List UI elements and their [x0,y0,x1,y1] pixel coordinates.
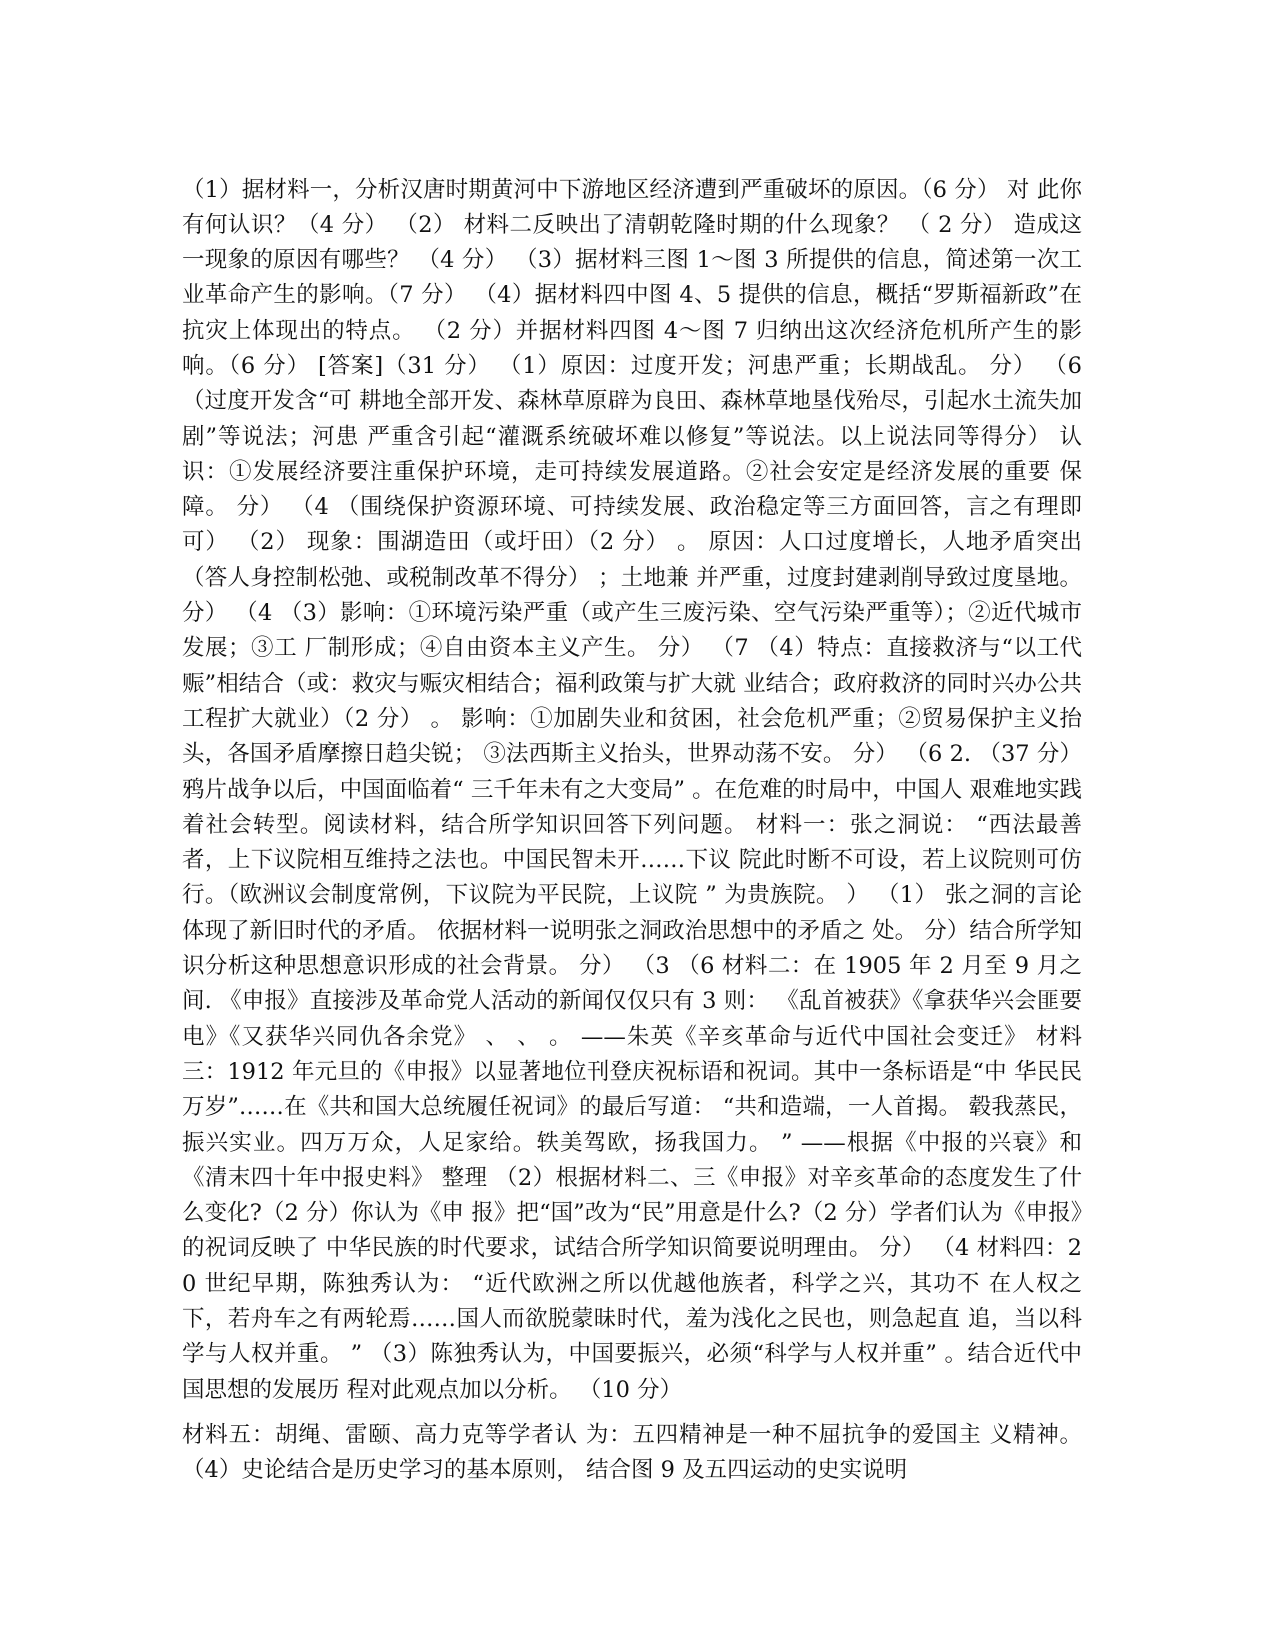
body-paragraph-material-five: 材料五：胡绳、雷颐、高力克等学者认 为：五四精神是一种不屈抗争的爱国主 义精神。 （4）史论结合是历史学习的基本原则， 结合图 9 及五四运动的史实说明 [182,1421,1082,1483]
body-paragraph-questions-and-answers: （1）据材料一，分析汉唐时期黄河中下游地区经济遭到严重破坏的原因。（6 分） 对 此你有何认识？（4 分） （2） 材料二反映出了清朝乾隆时期的什么现象？ （ 2 分） 造成这一现象的原因有哪些？ （4 分） （3）据材料三图 1～图 3 所提供的信息，简述第一次工业革命产生的影响。（7 分） （4）据材料四中图 4、5 提供的信息，概括“罗斯福新政”在抗灾上体现出的特点。 （2 分）并据材料四图 4～图 7 归纳出这次经济危机所产生的影响。（6 分） [答案]（31 分） （1）原因：过度开发；河患严重；长期战乱。 分） （6 （过度开发含“可 耕地全部开发、森林草原辟为良田、森林草地垦伐殆尽，引起水土流失加剧”等说法；河患 严重含引起“灌溉系统破坏难以修复”等说法。以上说法同等得分） 认识：①发展经济要注重保护环境，走可持续发展道路。②社会安定是经济发展的重要 保障。 分） （4 （围绕保护资源环境、可持续发展、政治稳定等三方面回答，言之有理即可） （2） 现象：围湖造田（或圩田）（2 分） 。 原因：人口过度增长，人地矛盾突出（答人身控制松弛、或税制改革不得分） ；土地兼 并严重，过度封建剥削导致过度垦地。 分） （4 （3）影响：①环境污染严重（或产生三废污染、空气污染严重等）；②近代城市发展；③工 厂制形成；④自由资本主义产生。 分） （7 （4）特点：直接救济与“以工代赈”相结合（或：救灾与赈灾相结合；福利政策与扩大就 业结合；政府救济的同时兴办公共工程扩大就业）（2 分） 。 影响：①加剧失业和贫困，社会危机严重；②贸易保护主义抬头，各国矛盾摩擦日趋尖锐； ③法西斯主义抬头，世界动荡不安。 分） （6 2. （37 分）鸦片战争以后，中国面临着“ 三千年未有之大变局” 。在危难的时局中，中国人 艰难地实践着社会转型。阅读材料，结合所学知识回答下列问题。 材料一：张之洞说： “西法最善者，上下议院相互维持之法也。中国民智未开……下议 院此时断不可设，若上议院则可仿行。（欧洲议会制度常例，下议院为平民院，上议院 ” 为贵族院。 ） （1） 张之洞的言论体现了新旧时代的矛盾。 依据材料一说明张之洞政治思想中的矛盾之 处。 分）结合所学知识分析这种思想意识形成的社会背景。 分） （3 （6 材料二：在 1905 年 2 月至 9 月之间. 《申报》直接涉及革命党人活动的新闻仅仅只有 3 则： 《乱首被获》《拿获华兴会匪要电》《又获华兴同仇各余党》 、 、 。 ——朱英《辛亥革命与近代中国社会变迁》 材料三：1912 年元旦的《申报》以显著地位刊登庆祝标语和祝词。其中一条标语是“中 华民民万岁”……在《共和国大总统履任祝词》的最后写道： “共和造端，一人首揭。 毂我蒸民，振兴实业。四万万众，人足家给。轶美驾欧，扬我国力。 ” ——根据《中报的兴衰》和《清末四十年中报史料》 整理 （2）根据材料二、三《申报》对辛亥革命的态度发生了什么变化?（2 分）你认为《申 报》把“国”改为“民”用意是什么?（2 分）学者们认为《申报》的祝词反映了 中华民族的时代要求，试结合所学知识简要说明理由。 分） （4 材料四：20 世纪早期，陈独秀认为： “近代欧洲之所以优越他族者，科学之兴，其功不 在人权之下，若舟车之有两轮焉……国人而欲脱蒙昧时代，羞为浅化之民也，则急起直 追，当以科学与人权并重。 ” （3）陈独秀认为，中国要振兴，必须“科学与人权并重” 。结合近代中国思想的发展历 程对此观点加以分析。 （10 分） [182,176,1082,1403]
